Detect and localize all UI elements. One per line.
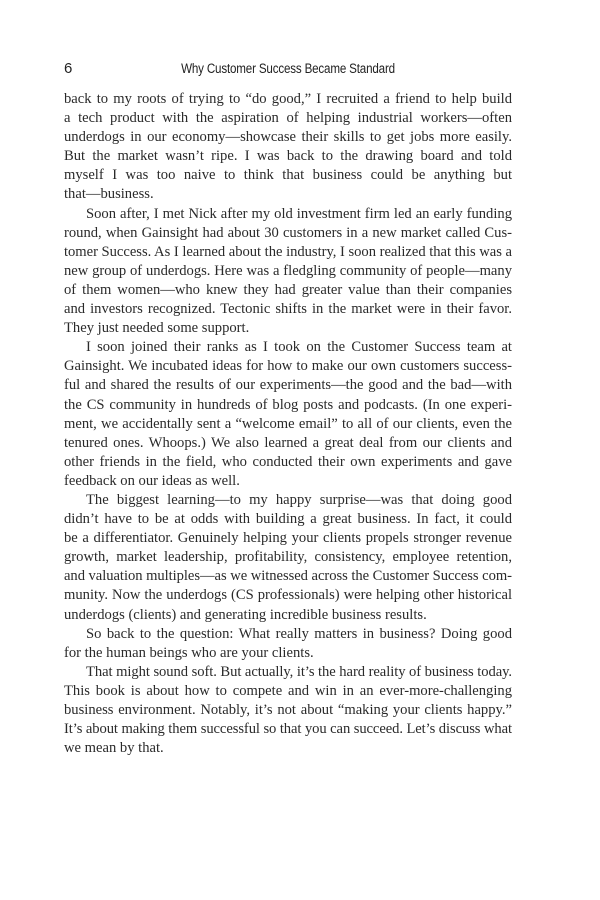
text-line: tomer Success. As I learned about the industry, I soon realized that this was a (64, 243, 512, 260)
text-line: The biggest learning—to my happy surprise—was that doing good (86, 491, 512, 508)
text-line: This book is about how to compete and win in an ever-more-challenging (64, 682, 512, 699)
text-line: back to my roots of trying to “do good,” I recruited a friend to help build (64, 91, 512, 107)
page-number: 6 (64, 60, 73, 77)
text-line: and valuation multiples—as we witnessed across the Customer Success com- (64, 568, 512, 585)
text-line: didn’t have to be at odds with building a great business. In fact, it could (64, 511, 512, 528)
running-head: Why Customer Success Became Standard (181, 61, 395, 76)
paragraph (64, 90, 512, 205)
text-line: I soon joined their ranks as I took on the Customer Success team at (86, 339, 512, 356)
paragraph (64, 338, 512, 491)
text-line: the CS community in hundreds of blog posts and podcasts. (In one experi- (64, 396, 512, 413)
text-line: That might sound soft. But actually, it’s the hard reality of business today. (86, 663, 512, 680)
text-line: underdogs in our economy—showcase their skills to get jobs more easily. (64, 129, 512, 146)
paragraph (64, 663, 512, 758)
paragraph (64, 491, 512, 625)
text-line: They just needed some support. (64, 320, 250, 337)
text-line: feedback on our ideas as well. (64, 472, 240, 489)
text-line: we mean by that. (64, 740, 164, 757)
text-line: Gainsight. We incubated ideas for how to make our own customers success- (64, 358, 512, 375)
page-header (64, 58, 512, 80)
paragraph (64, 205, 512, 339)
page-body (64, 90, 512, 758)
text-line: other friends in the field, who conducted their own experiments and gave (64, 453, 512, 470)
text-line: ment, we accidentally sent a “welcome email” to all of our clients, even the (64, 415, 512, 432)
text-line: But the market wasn’t ripe. I was back to the drawing board and told (64, 148, 512, 165)
text-line: It’s about making them successful so that you can succeed. Let’s discuss what (64, 721, 512, 738)
text-line: and investors recognized. Tectonic shifts in the market were in their favor. (64, 301, 512, 318)
text-line: ful and shared the results of our experiments—the good and the bad—with (64, 377, 512, 394)
text-line: underdogs (clients) and generating incredible business results. (64, 606, 427, 623)
text-line: a tech product with the aspiration of helping industrial workers—often (64, 110, 512, 127)
text-line: business environment. Notably, it’s not about “making your clients happy.” (64, 702, 512, 718)
text-line: myself I was too naive to think that business could be anything but (64, 167, 512, 184)
text-line: Soon after, I met Nick after my old investment firm led an early funding (86, 205, 512, 222)
text-line: So back to the question: What really matters in business? Doing good (86, 625, 512, 642)
text-line: of them women—who knew they had greater value than their companies (64, 281, 512, 298)
text-line: tenured ones. Whoops.) We also learned a great deal from our clients and (64, 434, 512, 451)
text-line: growth, market leadership, profitability, consistency, employee retention, (64, 549, 512, 566)
text-line: for the human beings who are your clients. (64, 644, 314, 661)
text-line: be a differentiator. Genuinely helping your clients propels stronger revenue (64, 530, 512, 547)
text-line: new group of underdogs. Here was a fledgling community of people—many (64, 262, 512, 279)
text-line: that—business. (64, 186, 154, 203)
text-line: munity. Now the underdogs (CS professionals) were helping other historical (64, 587, 512, 604)
text-line: round, when Gainsight had about 30 customers in a new market called Cus- (64, 224, 512, 241)
paragraph (64, 625, 512, 663)
